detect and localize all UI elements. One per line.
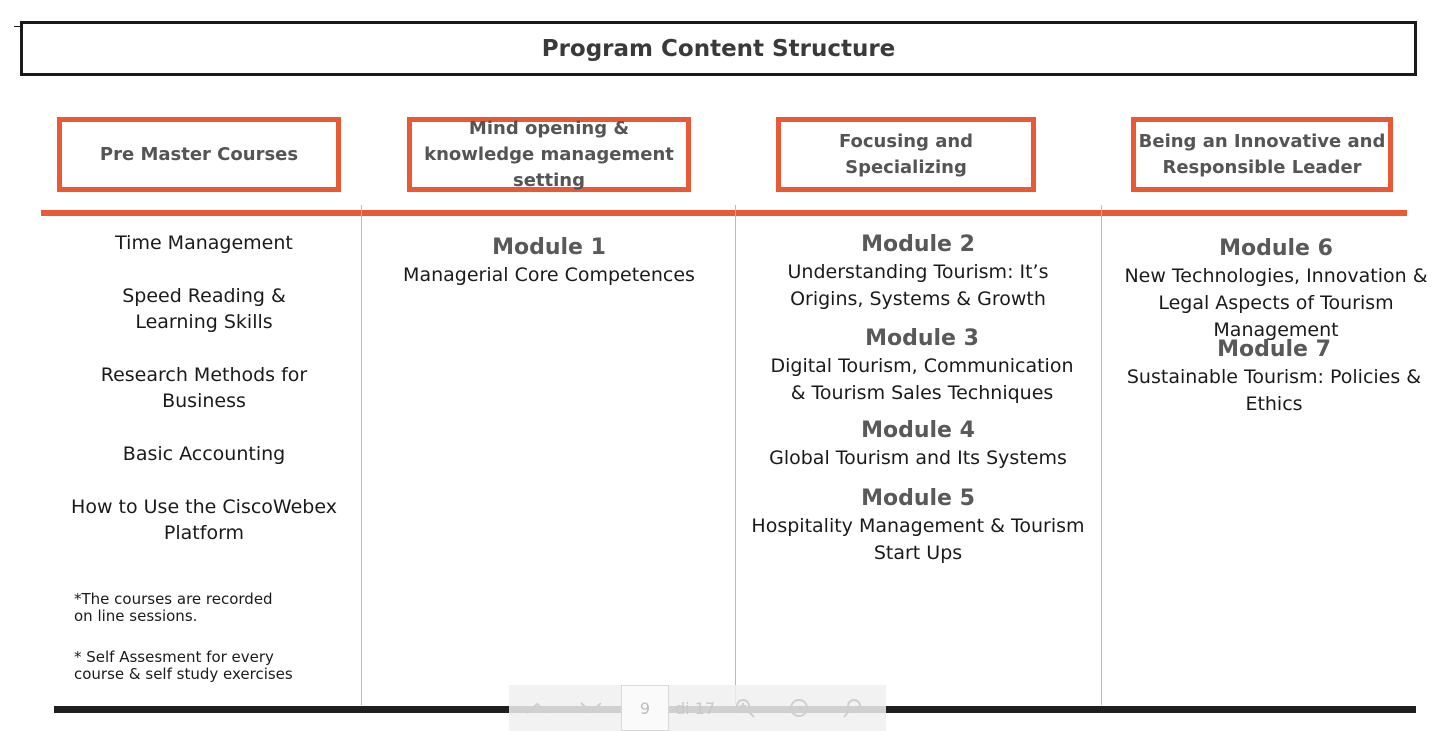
- phase-mind-opening: Mind opening & knowledge management setting: [407, 117, 691, 192]
- module-description: Managerial Core Competences: [403, 264, 695, 286]
- zoom-in-icon[interactable]: [725, 693, 765, 723]
- column-divider: [361, 205, 362, 705]
- search-icon[interactable]: [833, 693, 873, 723]
- module-block: [1104, 235, 1448, 344]
- page-total: di 17: [675, 698, 716, 718]
- module-description: Sustainable Tourism: Policies & Ethics: [1126, 366, 1422, 415]
- header-divider: [41, 210, 1407, 216]
- chevron-down-icon[interactable]: [571, 693, 611, 723]
- page-number-input[interactable]: [621, 685, 669, 731]
- module-block: [370, 234, 728, 289]
- module-description: Understanding Tourism: It’s Origins, Systems & Growth: [787, 261, 1049, 310]
- module-block: [748, 231, 1088, 313]
- phase-focusing: Focusing and Specializing: [776, 117, 1036, 192]
- module-block: [748, 417, 1088, 472]
- module-block: [1104, 336, 1444, 418]
- module-title: Module 6: [1219, 236, 1333, 261]
- page-title: Program Content Structure: [20, 21, 1417, 76]
- list-item: How to Use the CiscoWebex Platform: [71, 496, 337, 544]
- column-divider: [735, 205, 736, 705]
- module-block: [752, 325, 1092, 407]
- recorded-note: *The courses are recorded on line sessions.: [74, 590, 273, 625]
- rotate-icon[interactable]: [779, 693, 819, 723]
- module-description: Hospitality Management & Tourism Start Ups: [751, 515, 1085, 564]
- module-title: Module 3: [865, 326, 979, 351]
- module-title: Module 5: [861, 486, 975, 511]
- pdf-toolbar: [509, 685, 886, 731]
- column-divider: [1101, 205, 1102, 705]
- module-title: Module 7: [1217, 337, 1331, 362]
- phase-pre-master: Pre Master Courses: [57, 117, 341, 192]
- module-title: Module 1: [492, 235, 606, 260]
- list-item: Time Management: [115, 232, 293, 254]
- module-title: Module 4: [861, 418, 975, 443]
- self-assessment-note: * Self Assesment for every course & self study exercises: [74, 648, 293, 683]
- phase-leader: Being an Innovative and Responsible Leader: [1131, 117, 1393, 192]
- module-description: New Technologies, Innovation & Legal Aspects of Tourism Management: [1124, 265, 1428, 341]
- module-title: Module 2: [861, 232, 975, 257]
- list-item: Basic Accounting: [122, 443, 286, 465]
- module-block: [748, 485, 1088, 567]
- list-item: Speed Reading & Learning Skills: [122, 285, 286, 333]
- chevron-up-icon[interactable]: [517, 693, 557, 723]
- pre-master-column: [70, 230, 338, 573]
- module-description: Digital Tourism, Communication & Tourism Sales Techniques: [770, 355, 1074, 404]
- module-description: Global Tourism and Its Systems: [769, 447, 1067, 469]
- list-item: Research Methods for Business: [100, 364, 308, 412]
